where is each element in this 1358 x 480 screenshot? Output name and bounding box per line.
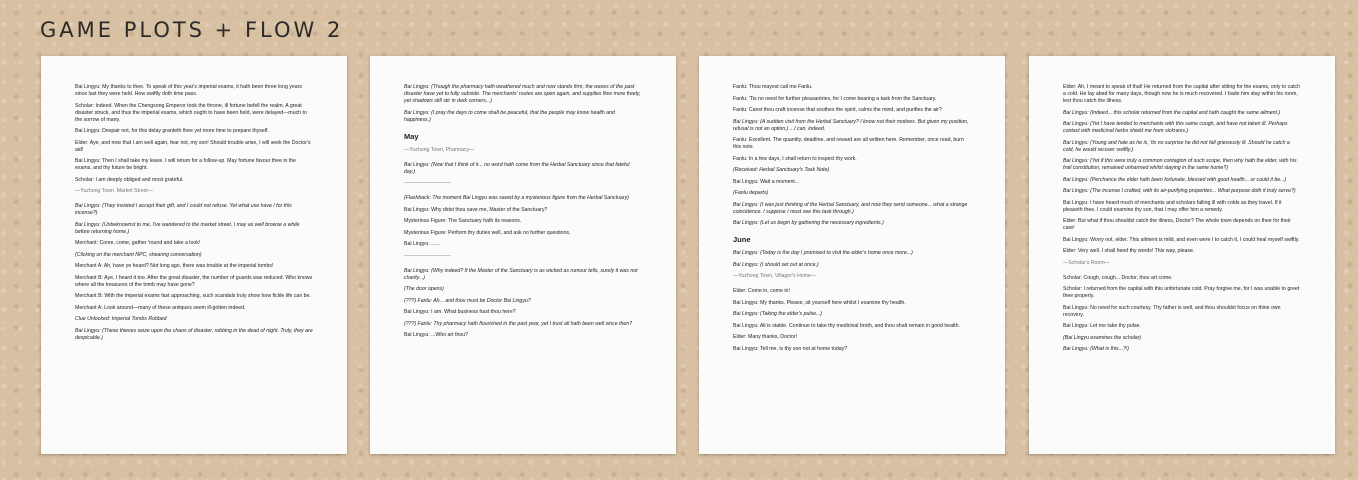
- dialogue-line: Elder: Very well. I shall heed thy words! This way, please.: [1063, 248, 1195, 254]
- dialogue-line: Bai Lingyu: (Why indeed? If the Master of the Sanctuary is as wicked as rumour tells, surely it was not charity...): [404, 267, 639, 281]
- dialogue-line: Scholar: Indeed. When the Chengsong Emperor took the throne, ill fortune befell the realm. A great disaster struck, and thus the imperial exams, which ought to have been held, were delayed—much to the sorrow of many.: [75, 102, 309, 123]
- dialogue-line: Bai Lingyu: Then I shall take my leave. I will return for a follow-up. May fortune favour thee in the exams, and thy future be bright.: [75, 158, 298, 171]
- document-page-1: [41, 56, 347, 454]
- dialogue-line: Bai Lingyu: Worry not, elder. This ailment is mild, and even were I to catch it, I could heal myself swiftly.: [1063, 236, 1300, 243]
- dialogue-line: Scholar: I returned from the capital with this unfortunate cold. Pray forgive me, for I was unable to greet thee properly.: [1063, 286, 1301, 299]
- dialogue-line: Bai Lingyu: All is stable. Continue to take thy medicinal broth, and thou shalt remain in good health.: [733, 322, 960, 329]
- dialogue-line: Bai Lingyu: Wait a moment...: [733, 178, 800, 185]
- scene-location: —Yuzhong Town, Market Street—: [75, 188, 154, 194]
- dialogue-line: Merchant A: Look around—many of these antiques seem ill-gotten indeed.: [75, 304, 246, 311]
- dialogue-line: (Flashback: The moment Bai Lingyu was saved by a mysterious figure from the Herbal Sanctuary): [404, 195, 629, 201]
- dialogue-line: Bai Lingyu: I am. What business hast thou here?: [404, 309, 516, 315]
- dialogue-line: Elder: Ah, I meant to speak of that! He returned from the capital after sitting for the exams, only to catch a cold. He lay abed for many days, though now he is much recovered. I bade him stay within his room, lest thou catch the illness.: [1063, 84, 1302, 104]
- dialogue-line: Bai Lingyu: (Taking the elder's pulse...): [733, 311, 823, 317]
- dialogue-line: Merchant B: Aye, I heard it too. After the great disaster, the number of guards was reduced. Who knows where all the treasures of the tomb may have gone?: [75, 274, 314, 288]
- dialogue-line: Bai Lingyu: (I pray the days to come shall be peaceful, that the people may know health and happiness.): [404, 109, 617, 123]
- month-heading: June: [733, 235, 751, 244]
- dialogue-line: Fanlu: Thou mayest call me Fanlu.: [733, 84, 813, 90]
- dialogue-line: Bai Lingyu: (These thieves seize upon the chaos of disaster, robbing in the dead of night. Truly, they are despicable.): [75, 327, 315, 341]
- document-page-3: [699, 56, 1005, 454]
- month-heading: May: [404, 131, 419, 141]
- dialogue-line: (Bai Lingyu examines the scholar): [1063, 334, 1142, 341]
- dialogue-line: Bai Lingyu: (Perchance the elder hath been fortunate, blessed with good health... or could it be...): [1063, 176, 1287, 183]
- dialogue-line: Merchant: Come, come, gather 'round and take a look!: [75, 240, 201, 246]
- dialogue-line: Fanlu: In a few days, I shall return to inspect thy work.: [733, 155, 857, 162]
- dialogue-line: Bai Lingyu: (I should set out at once.): [733, 261, 819, 268]
- dialogue-line: Scholar: Cough, cough... Doctor, thou art come.: [1063, 274, 1173, 281]
- dialogue-line: Bai Lingyu: (Yet if this were truly a common contagion of such scope, then why hath the elder, with his frail constitution, remained unharmed whilst staying in the same home?): [1063, 158, 1299, 171]
- scene-location: —————————: [404, 252, 451, 259]
- page-title: GAME PLOTS + FLOW 2: [40, 18, 344, 42]
- dialogue-line: Bai Lingyu: No need for such courtesy. Thy father is well, and thou shouldst focus on thine own recovery.: [1063, 304, 1282, 318]
- dialogue-line: Fanlu: Canst thou craft incense that soothes the spirit, calms the mind, and purifies the air?: [733, 107, 942, 113]
- dialogue-line: Elder: But what if thou shouldst catch the illness, Doctor? The whole town depends on thee for their care!: [1063, 218, 1293, 231]
- dialogue-line: Bai Lingyu: Tell me, is thy son not at home today?: [733, 345, 848, 352]
- dialogue-line: Bai Lingyu: (A sudden visit from the Herbal Sanctuary? I know not their motives. But given my position, refusal is not an option.) ...I can, indeed.: [733, 118, 970, 132]
- dialogue-line: (Clicking on the merchant NPC, shearing conversation): [75, 251, 202, 258]
- dialogue-line: Bai Lingyu: Let me take thy pulse.: [1063, 323, 1141, 329]
- dialogue-line: Bai Lingyu: (Unbeknownst to me, I've wandered to the market street. I may as well browse a while before returning home.): [75, 221, 301, 235]
- scene-location: —Yuzhong Town, Villager's Home—: [733, 273, 816, 279]
- dialogue-line: Bai Lingyu: (Now that I think of it... no word hath come from the Herbal Sanctuary since that fateful day.): [404, 161, 631, 175]
- dialogue-line: (Received: Herbal Sanctuary's Task Note): [733, 167, 830, 173]
- dialogue-line: Fanlu: Excellent. The quantity, deadline, and reward are all written here. Remember, once read, burn this note.: [733, 137, 966, 150]
- dialogue-line: Bai Lingyu: (Today is the day I promised to visit the elder's home once more...): [733, 250, 913, 256]
- dialogue-line: Bai Lingyu: My thanks to thee. To speak of this year's imperial exams, it hath been three long years since last they were held. How swiftly doth time pass.: [75, 84, 304, 97]
- dialogue-line: Bai Lingyu: (Indeed... this scholar returned from the capital and hath caught the same ailment.): [1063, 109, 1281, 116]
- dialogue-line: Bai Lingyu: Despair not, for this delay granteth thee yet more time to prepare thyself.: [75, 128, 269, 134]
- document-page-4: [1029, 56, 1335, 454]
- dialogue-line: (???) Fanlu: Ah... and thou must be Doctor Bai Lingyu?: [404, 297, 531, 304]
- dialogue-line: Elder: Many thanks, Doctor!: [733, 334, 798, 340]
- dialogue-line: Bai Lingyu: (I was just thinking of the Herbal Sanctuary, and now they send someone... what a strange coincidence. I suppose I must see this task through.): [733, 201, 969, 215]
- scene-location: —————————: [404, 180, 451, 186]
- dialogue-line: Bai Lingyu: (Let us begin by gathering the necessary ingredients.): [733, 220, 884, 226]
- dialogue-line: (Fanlu departs): [733, 190, 769, 196]
- scene-location: —Scholar's Room—: [1063, 259, 1110, 266]
- dialogue-line: Bai Lingyu: (Yet I have tended to merchants with this same cough, and have not taken ill. Perhaps contact with medicinal herbs shield me from sickness.): [1063, 121, 1290, 134]
- dialogue-line: Scholar: I am deeply obliged and most grateful.: [75, 176, 184, 183]
- dialogue-line: Bai Lingyu: My thanks. Please, sit yourself here whilst I examine thy health.: [733, 299, 906, 306]
- dialogue-line: Clue Unlocked: Imperial Tombs Robbed: [75, 316, 167, 322]
- dialogue-line: Bai Lingyu: ......: [404, 241, 440, 247]
- dialogue-line: Elder: Come in, come in!: [733, 288, 790, 294]
- dialogue-line: Mysterious Figure: The Sanctuary hath its reasons.: [404, 218, 522, 224]
- dialogue-line: Bai Lingyu: (Though the pharmacy hath weathered much and now stands firm, the waves of the past disaster have yet to fully subside. The merchants' routes are open again, and supplies flow more freely, yet shadows still stir in dark corners...): [404, 84, 642, 104]
- dialogue-line: Bai Lingyu: (What is this...?!): [1063, 346, 1130, 352]
- dialogue-line: Merchant A: Ah, have ye heard? Not long ago, there was trouble at the imperial tombs!: [75, 263, 274, 269]
- dialogue-line: Bai Lingyu: I have heard much of merchants and scholars falling ill with colds as they travel. If it pleaseth thee, I could examine thy son, that I may offer him a remedy.: [1063, 199, 1284, 213]
- dialogue-line: (???) Fanlu: Thy pharmacy hath flourished in the past year, yet I trust all hath been well since then?: [404, 320, 633, 327]
- dialogue-line: Bai Lingyu: Why didst thou save me, Master of the Sanctuary?: [404, 206, 548, 213]
- dialogue-line: (The door opens): [404, 286, 444, 292]
- dialogue-line: Bai Lingyu: ...Who art thou?: [404, 332, 469, 338]
- dialogue-line: Mysterious Figure: Perform thy duties well, and ask no further questions.: [404, 229, 571, 236]
- dialogue-line: Fanlu: 'Tis no need for further pleasantries, for I come bearing a task from the Sanctuary.: [733, 95, 937, 102]
- dialogue-line: Elder: Aye, and now that I am well again, fear not, my son! Should trouble arise, I will seek the Doctor's aid!: [75, 139, 313, 153]
- dialogue-line: Bai Lingyu: (They insisted I accept their gift, and I could not refuse. Yet what use have I for this incense?): [75, 203, 294, 216]
- scene-location: —Yuzhong Town, Pharmacy—: [404, 146, 475, 153]
- document-page-2: [370, 56, 676, 454]
- dialogue-line: Bai Lingyu: (The incense I crafted, with its air-purifying properties... What purpose doth it truly serve?): [1063, 188, 1296, 194]
- dialogue-line: Merchant B: With the imperial exams fast approaching, such scandals truly show how fickle life can be.: [75, 293, 311, 299]
- dialogue-line: Bai Lingyu: (Young and hale as he is, 'tis no surprise he did not fall grievously ill. Should he catch a cold, he would recover swiftly.): [1063, 139, 1292, 153]
